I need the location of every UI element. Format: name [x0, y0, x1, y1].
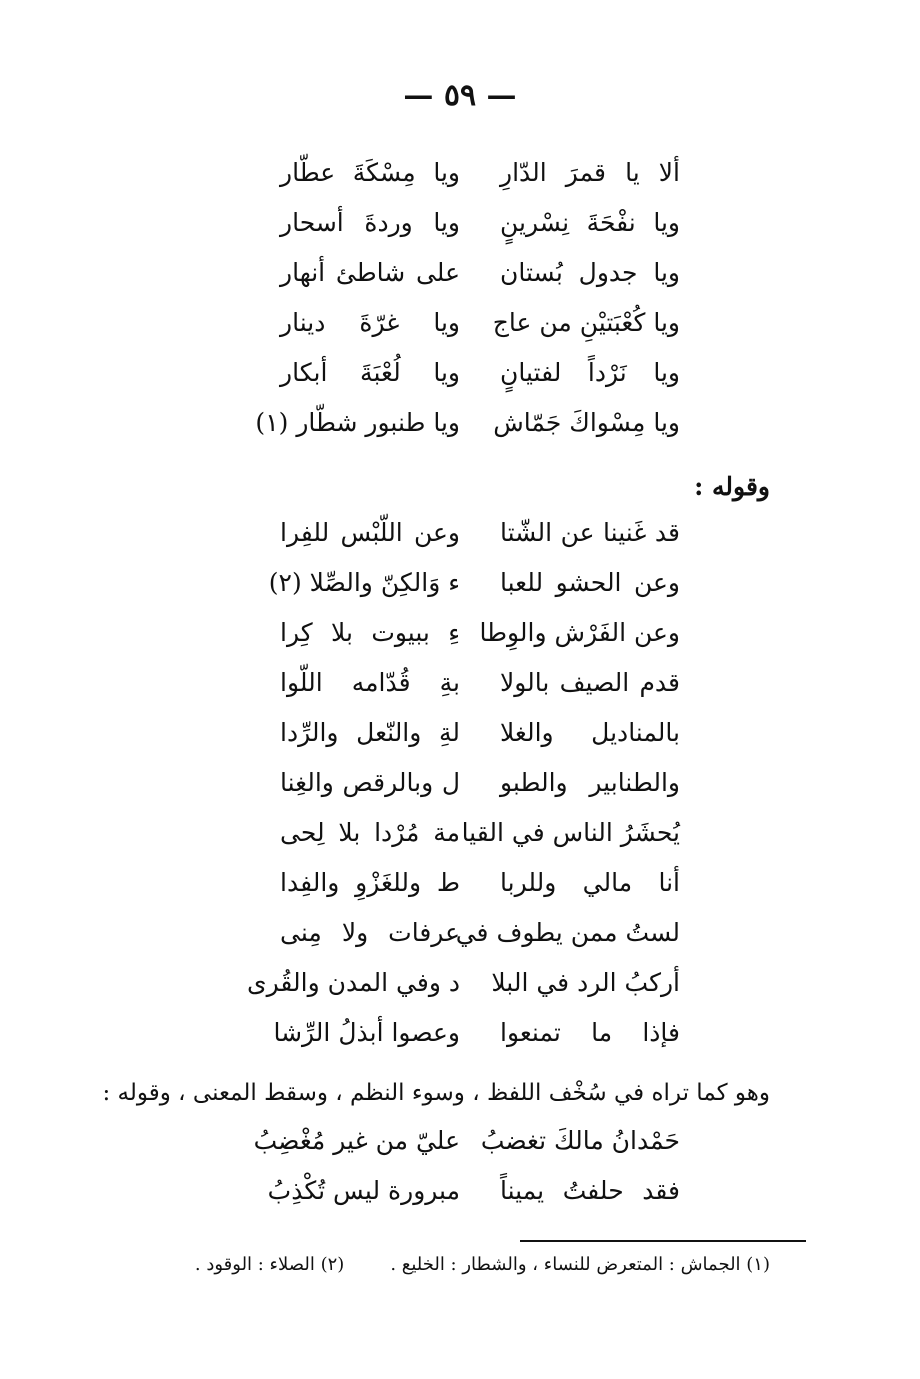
section-label: وقوله : [694, 472, 770, 501]
second-hemistich: وعصوا أبذلُ الرِّشا [273, 1018, 460, 1047]
first-hemistich: لستُ ممن يطوف في [455, 918, 680, 947]
verse-line [280, 360, 680, 385]
verse-line [253, 1126, 680, 1155]
second-hemistich: ل وبالرقص والغِنا [280, 768, 460, 797]
verse-line [280, 920, 680, 945]
first-hemistich: ويا نفْحَةَ نِسْرينٍ [500, 208, 680, 237]
first-hemistich: ويا جدول بُستان [500, 258, 680, 287]
second-hemistich: لةِ والنّعل والرِّدا [280, 718, 460, 747]
second-hemistich: مبرورة ليس تُكْذِبُ [267, 1176, 460, 1205]
verse-line [280, 310, 680, 335]
second-hemistich: عليّ من غير مُغْضِبُ [253, 1126, 460, 1155]
verse-line [280, 160, 680, 185]
first-hemistich: ويا نَرْداً لفتيانٍ [500, 358, 680, 387]
verse-line [280, 620, 680, 645]
verse-line [280, 770, 680, 795]
footnotes [195, 1254, 770, 1275]
first-hemistich: ويا كُعْبَتيْنِ من عاج [492, 308, 680, 337]
second-hemistich: على شاطئ أنهار [280, 258, 460, 287]
first-hemistich: يُحشَرُ الناس في القيا [461, 818, 680, 847]
page-number: — ٥٩ — [403, 78, 517, 113]
verse-line [280, 820, 680, 845]
first-hemistich: أنا مالي وللربا [500, 868, 680, 897]
first-hemistich: أركبُ الرد في البلا [491, 968, 680, 997]
verse-line [267, 1176, 680, 1205]
second-hemistich: ويا مِسْكَةَ عطّار [280, 158, 460, 187]
verse-line [247, 968, 680, 997]
second-hemistich: ويا طنبور شطّار (١) [255, 408, 460, 437]
verse-line [280, 870, 680, 895]
second-hemistich: ويا لُعْبَةَ أبكار [280, 358, 460, 387]
first-hemistich: حَمْدانُ مالكَ تغضبُ [480, 1126, 680, 1155]
commentary-line: وهو كما تراه في سُخْف اللفظ ، وسوء النظم ، وسقط المعنى ، وقوله : [102, 1080, 770, 1106]
first-hemistich: وعن الحشو للعبا [500, 568, 680, 597]
footnote-2: (٢) الصلاء : الوقود . [194, 1254, 345, 1275]
second-hemistich: ويا وردةَ أسحار [280, 208, 460, 237]
first-hemistich: ألا يا قمرَ الدّارِ [500, 158, 680, 187]
first-hemistich: فإذا ما تمنعوا [500, 1018, 680, 1047]
footnote-1: (١) الجماش : المتعرض للنساء ، والشطار : الخليع . [390, 1254, 770, 1275]
second-hemistich: وعن اللّبْس للفِرا [280, 518, 460, 547]
first-hemistich: والطنابير والطبو [500, 768, 680, 797]
second-hemistich: ط وللغَزْوِ والفِدا [280, 868, 460, 897]
first-hemistich: قدم الصيف بالولا [500, 668, 680, 697]
second-hemistich: د وفي المدن والقُرى [247, 968, 460, 997]
first-hemistich: فقد حلفتُ يميناً [500, 1176, 680, 1205]
second-hemistich: بةِ قُدّامه اللّوا [280, 668, 460, 697]
first-hemistich: قد غَنينا عن الشّتا [500, 518, 680, 547]
verse-line [280, 720, 680, 745]
verse-line [280, 670, 680, 695]
verse-line [273, 1018, 680, 1047]
verse-line [268, 568, 680, 597]
second-hemistich: ء وَالكِنّ والصِّلا (٢) [268, 568, 460, 597]
footnote-divider [520, 1240, 806, 1242]
verse-line [255, 408, 680, 437]
first-hemistich: وعن الفَرْش والوِطا [479, 618, 680, 647]
verse-line [280, 210, 680, 235]
second-hemistich: مة مُرْدا بلا لِحى [280, 818, 460, 847]
second-hemistich: عرفات ولا مِنى [280, 918, 460, 947]
verse-line [280, 520, 680, 545]
second-hemistich: ءِ ببيوت بلا كِرا [280, 618, 460, 647]
first-hemistich: ويا مِسْواكَ جَمّاش [493, 408, 680, 437]
second-hemistich: ويا غرّةَ دينار [280, 308, 460, 337]
verse-line [280, 260, 680, 285]
first-hemistich: بالمناديل والغلا [500, 718, 680, 747]
